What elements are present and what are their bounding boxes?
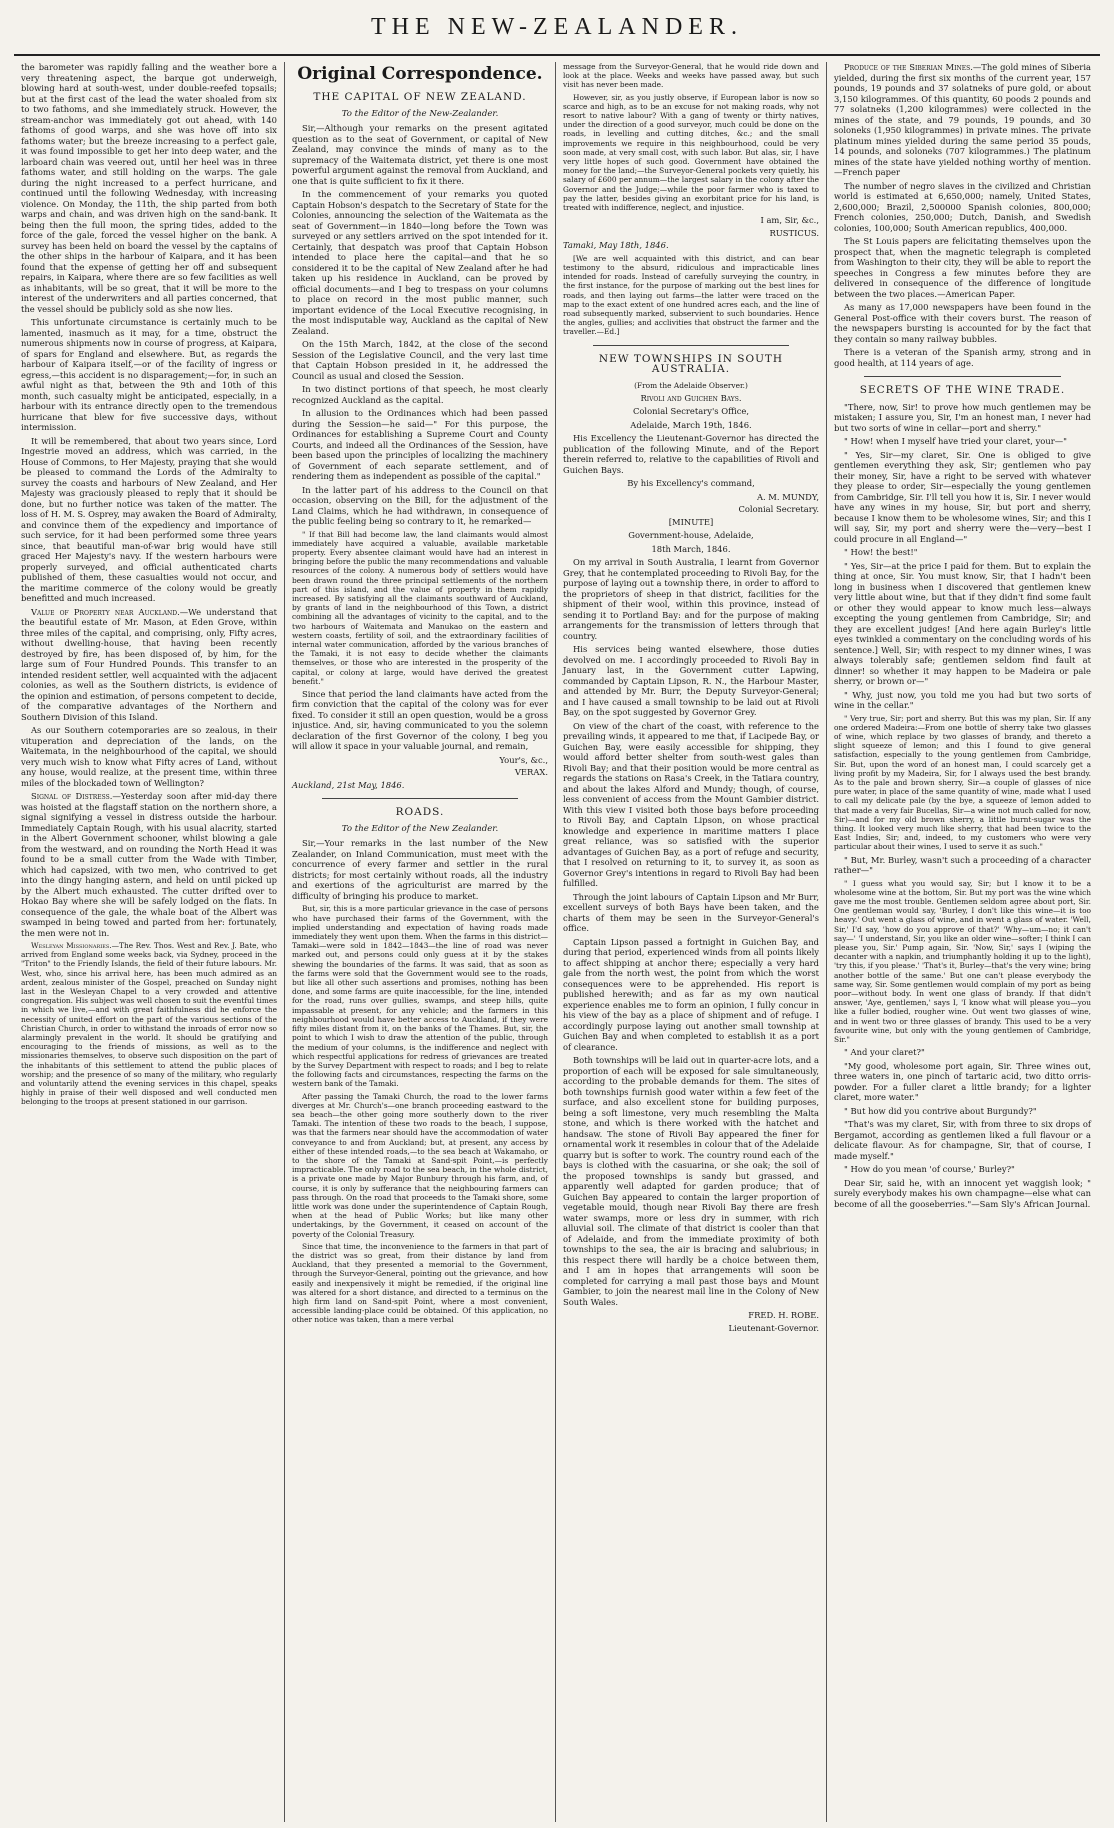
news-item-body: —The Rev. Thos. West and Rev. J. Bate, who arrived from England some weeks back, via Sydney, proceed in the "Triton" to the Friendly Islands, the field of their future labours. Mr. West, who, since his arrival here, has been much admired as an ardent, zealous minister of the Gospel, preached on Sunday night last in the Wesleyan Chapel to a very crowded and attentive congregation. His subject was well chosen to suit the eventful times in which we live,—and with great faithfulness did he enforce the necessity of united effort on the part of the various sections of the Christian Church, in order to withstand the inroads of error now so alarmingly prevalent in the world. It should be gratifying and encouraging to the friends of missions, as well as to the missionaries themselves, to observe such disposition on the part of the inhabitants of this settlement to attend the public places of worship; and the presence of so many of the military, who regularly and voluntarily attend the evening services in this chapel, speaks highly in praise of their well disposed and well conducted men belonging to the troops at present stationed in our garrison. — [21, 941, 278, 1107]
divider — [864, 376, 1061, 377]
article-paragraph: Since that period the land claimants have acted from the firm conviction that the capital of the colony was for ever fixed. To consider it still an open question, would be a gross injustice. And, sir, having communicated to you the solemn declaration of the first Governor of the colony, I beg you will allow it space in your valuable journal, and remain, — [292, 688, 548, 752]
article-paragraph: His Excellency the Lieutenant-Governor has directed the publication of the following Minute, and of the Report therein referred to, relative to the capabilities of Rivoli and Guichen Bays. — [563, 433, 819, 475]
news-item: There is a veteran of the Spanish army, strong and in good health, at 114 years of age. — [834, 347, 1091, 368]
news-item — [21, 791, 277, 938]
section-heading: Original Correspondence. — [297, 64, 543, 84]
article-paragraph: "My good, wholesome port again, Sir. Three wines out, three waters in, one pinch of tartaric acid, two ditto orris-powder. For a fuller claret a little brandy; for a lighter claret, more water." — [834, 1060, 1091, 1103]
subtitle: Rivoli and Guichen Bays. — [640, 392, 742, 403]
article-paragraph: " But how did you contrive about Burgundy?" — [844, 1105, 1037, 1116]
news-item-head: Produce of the Siberian Mines. — [844, 62, 973, 72]
article-paragraph: Captain Lipson passed a fortnight in Guichen Bay, and during that period, experienced winds from all points likely to affect shipping at anchor there; especially a very hard gale from the north west, the point from which the worst consequences were to be apprehended. His report is published herewith; and as far as my own nautical experience enables me to form an opinion, I fully concur in his view of the bay as a place of shipment and of refuge. I accordingly purpose laying out another small township at Guichen Bay and when completed to establish it as a port of clearance. — [563, 936, 819, 1052]
dateline: Tamaki, May 18th, 1846. — [563, 240, 669, 251]
article-title: NEW TOWNSHIPS IN SOUTH AUSTRALIA. — [598, 352, 784, 376]
signature: FRED. H. ROBE. — [748, 1310, 819, 1321]
article-paragraph: " Very true, Sir; port and sherry. But this was my plan, Sir. If any one ordered Madeira:—From one bottle of sherry take two glasses of wine, which replace by two glasses of brandy, and thereto a slight squeeze of lemon; and this I found to give general satisfaction, especially to the young gentlemen from Cambridge, Sir. But, upon the word of an honest man, I could scarcely get a living profit by my Madeira, Sir, for I always used the best brandy. As to the pale and brown sherry, Sir—a couple of glasses of nice pure water, in place of the same quantity of wine, made what I used to call my delicate pale (by the bye, a squeeze of lemon added to that made a very fair Bucellas, Sir—a wine not much called for now, Sir)—and for my old brown sherry, a little burnt-sugar was the thing. It looked very much like sherry, that had been twice to the East Indies, Sir; and, indeed, to my customers who were very particular about their wines, I used to serve it as such." — [834, 713, 1091, 852]
article-paragraph: " How! the best!" — [844, 547, 918, 557]
article-paragraph: Through the joint labours of Captain Lipson and Mr Burr, excellent surveys of both Bays have been taken, and the charts of them may be seen in the Surveyor-General's office. — [563, 891, 819, 934]
office-line: Colonial Secretary's Office, — [632, 406, 750, 417]
article-paragraph: " How! when I myself have tried your claret, your—" — [844, 436, 1067, 446]
article-paragraph: In two distinct portions of that speech, he most clearly recognized Auckland as the capital. — [292, 384, 548, 405]
divider — [593, 345, 789, 346]
article-paragraph: " Yes, Sir—at the price I paid for them. But to explain the thing at once, Sir. You must know, Sir, that I hadn't been long in business when I discovered that gentlemen knew very little about wine, but that if they didn't find some fault or other they would appear to know much less—always excepting the young gentlemen from Cambridge, Sir; and they are excellent judges! [And here again Burley's little eyes twinkled a commentary on the concluding words of his sentence.] Well, Sir; with respect to my dinner wines, I was always tolerably safe; gentlemen seldom find fault at dinner! so whether it may happen to be Madeira or pale sherry, or brown or—" — [834, 560, 1091, 686]
signature-role: Lieutenant-Governor. — [728, 1322, 819, 1333]
article-title: THE CAPITAL OF NEW ZEALAND. — [313, 91, 527, 103]
columns — [14, 62, 1100, 1822]
office-line: Adelaide, March 19th, 1846. — [630, 419, 752, 430]
news-item: The St Louis papers are felicitating themselves upon the prospect that, when the magnetic telegraph is completed from Washington to their city, they will be able to report the speeches in Congress a few minutes before they are delivered in consequence of the difference of longitude between the two places.—American Paper. — [834, 236, 1091, 299]
news-item-body: —We understand that the beautiful estate of Mr. Mason, at Eden Grove, within three miles of the capital, and comprising, only, Fifty acres, without dwelling-house, that having been recently destroyed by fire, has been disposed of, by him, for the large sum of Four Hundred Pounds. This transfer to an intended resident settler, well acquainted with the adjacent colonies, as well as the Southern districts, is evidence of the opinion and estimation, of persons competent to decide, of the comparative advantages of the Northern and Southern Division of this Island. — [21, 606, 277, 722]
signoff: Your's, &c., — [499, 754, 548, 765]
news-item — [21, 941, 277, 1107]
news-item-head: Wesleyan Missionaries. — [31, 941, 112, 950]
letter-address: To the Editor of the New-Zealander. — [341, 108, 499, 119]
letter-address: To the Editor of the New Zealander. — [341, 823, 499, 834]
article-title: SECRETS OF THE WINE TRADE. — [859, 384, 1066, 396]
article-paragraph: However, sir, as you justly observe, if European labor is now so scarce and high, as to be an excuse for not making roads, why not resort to native labour? With a gang of twenty or thirty natives, under the direction of a good surveyor, much could be done on the roads, in levelling and cutting ditches, &c.; and the small improvements we require in this neighbourhood, could be very soon made, at very small cost, with such labor. But alas, sir, I have very little hopes of such good. Government have obtained the money for the land;—the Surveyor-General pockets very quietly, his salary of £600 per annum—the largest salary in the colony after the Governor and the Judge;—while the poor farmer who is taxed to pay the latter, besides giving an exorbitant price for his land, is treated with indifference, neglect, and injustice. — [563, 92, 819, 213]
article-paragraph: In allusion to the Ordinances which had been passed during the Session—he said—" For this purpose, the Ordinances for establishing a Supreme Court and County Courts, and indeed all the Ordinances of the Session, have been based upon the principles of localizing the machinery of Government of each separate settlement, and of rendering them as independent as possible of the capital." — [292, 408, 548, 481]
divider — [322, 798, 518, 799]
news-item: The number of negro slaves in the civilized and Christian world is estimated at 6,650,000; namely, United States, 2,600,000; Brazil, 2,500000 Spanish colonies, 800,000; French colonies, 250,000; Dutch, Danish, and Swedish colonies, 100,000; South American republics, 400,000. — [834, 180, 1091, 233]
news-item-body: —The gold mines of Siberia yielded, during the first six months of the current year, 157 pounds, 19 pounds and 37 solatneks of pure gold, or about 3,150 kilogrammes. Of this quantity, 60 poods 2 pounds and 77 solatneks (1,200 kilogrammes) were collected in the mines of the state, and 79 pounds, 19 pounds, and 30 soloneks (1,950 kilogrammes) in private mines. The private platinum mines yielded during the same period 35 pouds, 14 pounds, and soloneks (707 kilogrammes.) The platinum mines of the state have yielded nothing worthy of mention.—French paper — [834, 62, 1091, 177]
masthead-title: THE NEW-ZEALANDER. — [371, 13, 743, 40]
article-paragraph: the barometer was rapidly falling and the weather bore a very threatening aspect, the barque got underweigh, blowing hard at south-west, under double-reefed topsails; but at the first cast of the lead the water shoaled from six to two fathoms, and she immediately struck. However, the stream-anchor was immediately got out ahead, with 140 fathoms of good warps, and she was hove off into six fathoms water; but the breeze increasing to a perfect gale, it was found impossible to get her into deep water, and the larboard chain was veered out, until her heel was in three fathoms water, and still holding on the warps. The gale during the night increased to a perfect hurricane, and continued until the following Wednesday, with increasing violence. On Monday, the 11th, the ship parted from both warps and chain, and was driven high on the sand-bank. It being then the full moon, the spring tides, added to the force of the gale, forced the vessel higher on the bank. A survey has been held on board the vessel by the captains of the other ships in the harbour of Kaipara, and it has been found that the expense of getting her off and subsequent repairs, in Kaipara, where there are so few facilities as well as inhabitants, will be so great, that it will be more to the interest of the underwriters and all parties concerned, that the vessel should be publicly sold as she now lies. — [21, 62, 277, 314]
article-paragraph: On the 15th March, 1842, at the close of the second Session of the Legislative Council, and the very last time that Captain Hobson presided in it, he addressed the Council as usual and closed the Session. — [292, 339, 548, 381]
article-paragraph: Dear Sir, said he, with an innocent yet waggish look; " surely everybody makes his own champagne—else what can become of all the gooseberries."—Sam Sly's African Journal. — [834, 1177, 1091, 1209]
article-paragraph: In the latter part of his address to the Council on that occasion, observing on the Bill, for the adjustment of the Land Claims, which he had withdrawn, in consequence of the public feeling being so contrary to it, he remarked— — [292, 484, 548, 526]
signature-role: Colonial Secretary. — [738, 504, 819, 515]
office-line: Government-house, Adelaide, — [628, 530, 754, 541]
article-paragraph: Since that time, the inconvenience to the farmers in that part of the district was so great, from their distance by land from Auckland, that they presented a memorial to the Government, through the Surveyor-General, pointing out the grievance, and how easily and inexpensively it might be remedied, if the original line was altered for a short distance, and directed to a terminus on the high firm land on Sand-spit Point, where a most convenient, accessible landing-place could be obtained. Of this application, no other notice was taken, than a mere verbal — [292, 1241, 548, 1325]
news-item-body: —Yesterday soon after mid-day there was hoisted at the flagstaff station on the northern shore, a signal signifying a vessel in distress outside the harbour. Immediately Captain Rough, with his usual alacrity, started in the Albert Government schooner, whilst blowing a gale from the westward, and on rounding the North Head it was found to be a small cutter from the Wade with Timber, which had capsized, with two men, who contrived to get into the dingy hanging astern, and held on until picked up by the Albert much exhausted. The cutter drifted over to Hokao Bay where she will be safely lodged on the flats. In consequence of the gale, the whale boat of the Albert was swamped in being towed and parted from her: fortunately, the men were not in. — [21, 791, 277, 938]
article-paragraph: Sir,—Although your remarks on the present agitated question as to the seat of Government, or capital of New Zealand, may convince the minds of many as to the supremacy of the Waitemata district, yet there is one most powerful argument against the removal from Auckland, and one that is quite sufficient to fix it there. — [292, 123, 548, 186]
article-paragraph: "That's was my claret, Sir, with from three to six drops of Bergamot, according as gentlemen liked a full flavour or a delicate flavour. As for champagne, Sir, that of course, I made myself." — [834, 1119, 1091, 1161]
article-paragraph: " Why, just now, you told me you had but two sorts of wine in the cellar." — [834, 689, 1091, 710]
news-item — [834, 62, 1091, 178]
article-paragraph: Sir,—Your remarks in the last number of the New Zealander, on Inland Communication, must meet with the concurrence of every farmer and settler in the rural districts; for most certainly without roads, all the industry and exertions of the agriculturist are marred by the difficulty of bringing his produce to market. — [292, 838, 548, 901]
source-note: (From the Adelaide Observer.) — [634, 380, 748, 390]
article-paragraph: On my arrival in South Australia, I learnt from Governor Grey, that he contemplated proceeding to Rivoli Bay, for the purpose of laying out a township there, in order to afford to the proprietors of sheep in that district, facilities for the shipment of their wool, within this province, instead of sending it to Portland Bay: and for the purpose of making arrangements for the transmission of letters through that country. — [563, 557, 819, 641]
article-title: ROADS. — [395, 806, 445, 819]
column-3 — [556, 62, 827, 1822]
article-paragraph: After passing the Tamaki Church, the road to the lower farms diverges at Mr. Church's—one branch proceeding eastward to the sea beach—the other going more southerly down to the river Tamaki. The intention of these two roads to the beach, I suppose, was that the farmers near should have the accommodation of water conveyance to and from Auckland; but, at present, any access by either of these intended roads,—to the sea beach at Wakamaho, or to the shore of the Tamaki at Sand-spit Point,—is perfectly impracticable. The only road to the sea beach, in the whole district, is a private one made by Major Bunbury through his farm, and, of course, it is only by sufferance that the neighbouring farmers can pass through. On the road that proceeds to the Tamaki shore, some little work was done under the superintendence of Captain Rough, when at the head of Public Works; but like many other undertakings, by the Government, it ceased on account of the poverty of the Colonial Treasury. — [292, 1091, 548, 1239]
column-2 — [285, 62, 556, 1822]
signature: VERAX. — [514, 767, 548, 778]
news-item-head: Value of Property near Auckland. — [31, 606, 180, 617]
article-paragraph: But, sir, this is a more particular grievance in the case of persons who have purchased their farms of the Government, with the implied understanding and expectation of having roads made immediately they went upon them. When the farms in this district—Tamaki—were sold in 1842—1843—the line of road was never marked out, and persons could only guess at it by the stakes shewing the boundaries of the farms. It was said, that as soon as the farms were sold that the Government would see to the roads, but like all other such assertions and promises, nothing has been done, and some farms are quite inaccessible, for the line, intended for the road, runs over gullies, swamps, and steep hills, quite impassable at present, for any vehicle; and the farmers in this neighbourhood would have better access to Auckland, if they were fifty miles distant from it, on the banks of the Thames. But, sir, the point to which I wish to draw the attention of the public, through the medium of your columns, is the indifference and neglect with which respectful applications for redress of grievances are treated by the Survey Department with respect to roads; and I beg to relate the following facts and circumstances, respecting the farms on the western bank of the Tamaki. — [292, 904, 548, 1089]
article-paragraph: " Yes, Sir—my claret, Sir. One is obliged to give gentlemen everything they ask, Sir; gentlemen who pay their money, Sir, have a right to be served with whatever they please to order, Sir—especially the young gentlemen from Cambridge, Sir. I'll tell you how it is, Sir. I never would have any wines in my house, Sir, but port and sherry, because I know them to be wholesome wines, Sir; and this I will say, Sir, my port and sherry were the—very—best I could procure in all England—" — [834, 449, 1091, 544]
article-paragraph: " And your claret?" — [844, 1047, 925, 1058]
article-paragraph: message from the Surveyor-General, that he would ride down and look at the place. Weeks and weeks have passed away, but such visit has never been made. — [563, 62, 819, 90]
masthead — [14, 0, 1100, 56]
article-paragraph: It will be remembered, that about two years since, Lord Ingestrie moved an address, which was carried, in the House of Commons, to Her Majesty, praying that she would be pleased to command the Lords of the Admiralty to survey the coasts and harbours of New Zealand, and Her Majesty was graciously pleased to reply that it should be done, but no further notice was taken of the matter. The loss of H. M. S. Osprey, may awaken the Board of Admiralty, and convince them of the expediency and importance of such service, for it had been performed some three years since, that beautiful man-of-war brig would have still graced Her Majesty's navy. If the western harbours were properly surveyed, and official authenticated charts published of them, these casualties would not occur, and the maritime commerce of the colony would be greatly benefitted and much increased. — [21, 435, 277, 603]
article-paragraph: In the commencement of your remarks you quoted Captain Hobson's despatch to the Secretary of State for the Colonies, announcing the selection of the Waitemata as the seat of Government—in 1840—long before the Town was surveyed or any settlers arrived on the spot intended for it. Certainly, that despatch was proof that Captain Hobson intended to place here the capital—and that he so considered it to be the capital of New Zealand after he had taken up his residence in Auckland, can be proved by official documents—and I beg to trespass on your columns to place on record in the most public manner, such important evidence of the Local Executive recognising, in the most indisputable way, Auckland as the capital of New Zealand. — [292, 189, 548, 336]
command-line: By his Excellency's command, — [627, 478, 755, 489]
editor-note: [We are well acquainted with this district, and can bear testimony to the absurd, ridiculous and impracticable lines intended for roads. Instead of carefully surveying the country, in the first instance, for the purpose of marking out the best lines for roads, and then laying out farms—the latter were traced on the map to the exact extent of one hundred acres each, and the line of road subsequently marked, subservient to such boundaries. Hence the angles, gullies; and acclivities that obstruct the farmer and the traveller.—Ed.] — [563, 253, 819, 337]
minute-label: [MINUTE] — [668, 516, 714, 527]
article-paragraph: "There, now, Sir! to prove how much gentlemen may be mistaken; I assure you, Sir, I'm an honest man, I never had but two sorts of wine in cellar—port and sherry." — [834, 401, 1091, 433]
column-1 — [14, 62, 285, 1822]
news-item: As many as 17,000 newspapers have been found in the General Post-office with their covers burst. The reason of the newspapers bursting is accounted for by the fact that they contain so many railway bubbles. — [834, 302, 1091, 344]
article-paragraph: This unfortunate circumstance is certainly much to be lamented, inasmuch as it may, for a time, obstruct the numerous shipments now in course of progress, at Kaipara, of spars for England and elsewhere. But, as regards the harbour of Kaipara itself,—or of the facility of ingress or egress,—this accident is no disparagement;—for, in such an awful night as that, between the 9th and 10th of this month, such casualty might be anticipated, especially, in a harbour with its entrance directly open to the tremendous hurricane that blew for five successive days, without intermission. — [21, 317, 277, 432]
article-paragraph: On view of the chart of the coast, with reference to the prevailing winds, it appeared to me that, if Lacipede Bay, or Guichen Bay, were easily accessible for shipping, they would afford better shelter from south-west gales than Rivoli Bay; and that their position would be more central as regards the stations on Rasa's Creek, in the Tatiara country, and about the lakes Alford and Mundy; though, of course, less convenient of access from the Mount Gambier district. With this view I visited both those bays before proceeding to Rivoli Bay, and Captain Lipson, on whose practical knowledge and experience in maritime matters I place great reliance, was so satisfied with the superior advantages of Guichen Bay, as a port of refuge and security, that I resolved on returning to it, to survey it, as soon as Governor Grey's intentions in regard to Rivoli Bay had been fulfilled. — [563, 720, 819, 889]
article-paragraph: " But, Mr. Burley, wasn't such a proceeding of a character rather—" — [834, 854, 1091, 876]
signature: RUSTICUS. — [769, 227, 819, 238]
article-paragraph: As our Southern cotemporaries are so zealous, in their vituperation and depreciation of the lands, on the Waitemata, in the neighbourhood of the capital, we should very much wish to know what Fifty acres of Land, without any house, would realize, at the present time, within three miles of the blockaded town of Wellington? — [21, 725, 277, 788]
article-paragraph: Both townships will be laid out in quarter-acre lots, and a proportion of each will be exposed for sale simultaneously, according to the probable demands for them. The sites of both townships furnish good water within a few feet of the surface, and also excellent stone for building purposes, being a soft limestone, very much resembling the Malta stone, and which is there worked with the hatchet and handsaw. The stone of Rivoli Bay appeared the finer for ornamental work it resembles in colour that of the Adelaide quarry but is softer to work. The country round each of the bays is clothed with the casuarina, or she oak; the soil of the proposed townships is sandy but grassed, and apparently well adapted for garden produce; that of Guichen Bay appeared to contain the larger proportion of vegetable mould, though near Rivoli Bay there are fresh water swamps, more or less dry in summer, with rich alluvial soil. The climate of that district is cooler than that of Adelaide, and from the immediate proximity of both townships to the sea, the air is bracing and salubrious; in this respect there will hardly be a choice between them, and I am in hopes that arrangements will soon be completed for carrying a mail past those bays and Mount Gambier, to join the nearest mail line in the Colony of New South Wales. — [563, 1055, 819, 1307]
news-item — [21, 607, 277, 723]
quotation: " If that Bill had become law, the land claimants would almost immediately have acquired a valuable, available marketable property. Every absentee claimant would have had an interest in bringing before the public the many recommendations and valuable resources of the colony. A numerous body of settlers would have been drawn round the three principal settlements of the northern part of this island, and the value of property in them rapidly increased. By satisfying all the claimants southward of Auckland, by grants of land in the neighbourhood of this Town, a district combining all the advantages of vicinity to the capital, and to the two harbours of Waitemata and Manukao on the eastern and western coasts, fertility of soil, and the extraordinary facilities of internal water communication, afforded by the various branches of the Tamaki, it is not easy to decide whether the claimants themselves, or those who are interested in the prosperity of the capital, or colony at large, would have derived the greatest benefit." — [292, 529, 548, 686]
article-paragraph: His services being wanted elsewhere, those duties devolved on me. I accordingly proceeded to Rivoli Bay in January last, in the Government cutter Lapwing, commanded by Captain Lipson, R. N., the Harbour Master, and attended by Mr. Burr, the Deputy Surveyor-General; and I have caused a small township to be laid out at Rivoli Bay, on the spot suggested by Governor Grey. — [563, 644, 819, 718]
news-item-head: Signal of Distress. — [31, 791, 113, 801]
dateline: Auckland, 21st May, 1846. — [292, 779, 405, 790]
column-4 — [827, 62, 1098, 1822]
office-line: 18th March, 1846. — [651, 543, 731, 554]
article-paragraph: " I guess what you would say, Sir; but I know it to be a wholesome wine at the bottom, Sir. But my port was the wine which gave me the most trouble. Gentlemen seldom agree about port, Sir. One gentleman would say, 'Burley, I don't like this wine—it is too heavy.' Out went a glass of wine, and in went a glass of water. 'Well, Sir,' I'd say, 'how do you approve of that?' 'Why—um—no; it can't say—' 'I understand, Sir, you like an older wine—softer; I think I can please you, Sir.' Pump again, Sir. 'Now, Sir,' says I (wiping the decanter with a napkin, and triumphantly holding it up to the light), 'try this, if you please.' 'That's it, Burley—that's the very wine; bring another bottle of the same.' But one can't please everybody the same way, Sir. Some gentlemen would complain of my port as being poor—without body. In went one glass of brandy. If that didn't answer, 'Aye, gentlemen,' says I, 'I know what will please you—you like a fuller bodied, rougher wine. Out went two glasses of wine, and in went two or three glasses of brandy. This used to be a very favourite wine, but only with the young gentlemen of Cambridge, Sir." — [834, 878, 1091, 1044]
article-paragraph: " How do you mean 'of course,' Burley?" — [844, 1164, 1015, 1175]
signoff: I am, Sir, &c., — [760, 215, 819, 226]
signature: A. M. MUNDY, — [756, 491, 819, 502]
